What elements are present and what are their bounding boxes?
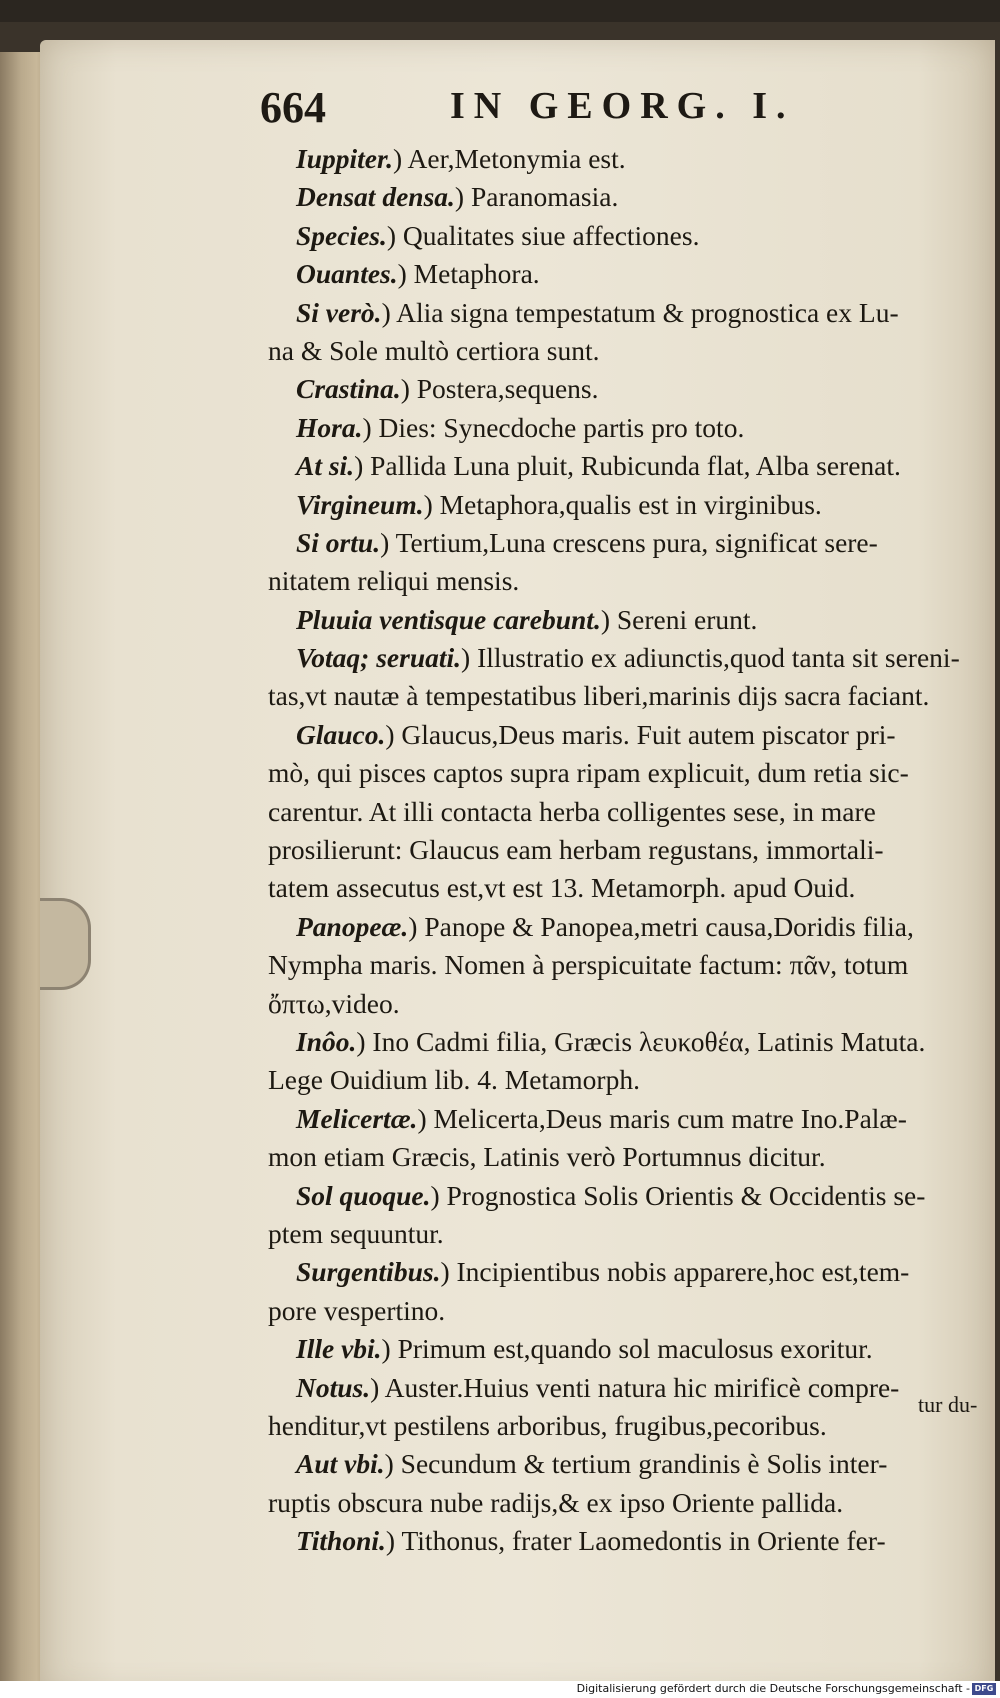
line-text: mò, qui pisces captos supra ripam explicuit, dum retia sic- (268, 757, 909, 789)
line-text: nitatem reliqui mensis. (268, 565, 520, 597)
text-line (268, 754, 984, 792)
lemma: Si verò. (296, 296, 382, 328)
lemma: Virgineum. (296, 488, 424, 520)
text-line (268, 946, 984, 984)
catchword: tur du- (918, 1392, 978, 1417)
text-line (268, 524, 984, 562)
line-text: ) Melicerta,Deus maris cum matre Ino.Palæ- (417, 1102, 907, 1134)
lemma: Species. (296, 219, 387, 251)
text-line (268, 332, 984, 370)
line-text: ) Aer,Metonymia est. (393, 143, 626, 174)
text-line (268, 639, 984, 677)
line-text: ) Tertium,Luna crescens pura, significat sere- (380, 526, 878, 558)
text-line (268, 601, 984, 639)
line-text: ) Paranomasia. (454, 181, 619, 213)
line-text: ) Incipientibus nobis apparere,hoc est,tem- (440, 1256, 910, 1288)
lemma: Inôo. (296, 1025, 357, 1057)
text-line (268, 869, 984, 907)
line-text: Lege Ouidium lib. 4. Metamorph. (268, 1064, 640, 1096)
line-text: henditur,vt pestilens arboribus, frugibus,pecoribus. (268, 1409, 827, 1441)
line-text: prosilierunt: Glaucus eam herbam regustans, immortali- (268, 834, 884, 866)
lemma: Crastina. (296, 373, 401, 405)
line-text: ) Tithonus, frater Laomedontis in Oriente fer- (385, 1525, 886, 1557)
lemma: Pluuia ventisque carebunt. (296, 603, 601, 635)
running-head: IN GEORG. I. (450, 85, 795, 127)
line-text: mon etiam Græcis, Latinis verò Portumnus dicitur. (268, 1141, 826, 1173)
line-text: ) Ino Cadmi filia, Græcis λευκοθέα, Latinis Matuta. (356, 1025, 926, 1057)
text-line (268, 1061, 984, 1099)
text-line (268, 255, 984, 293)
text-line (268, 831, 984, 869)
line-text: ) Postera,sequens. (400, 373, 599, 405)
text-line (268, 1522, 984, 1560)
lemma: Densat densa. (296, 181, 455, 213)
line-text: ) Secundum & tertium grandinis è Solis inter- (384, 1448, 888, 1480)
lemma: Aut vbi. (296, 1448, 385, 1480)
line-text: ) Illustratio ex adiunctis,quod tanta sit sereni- (461, 642, 960, 674)
text-line (268, 908, 984, 946)
text-line (268, 793, 984, 831)
lemma: Sol quoque. (296, 1179, 431, 1211)
text-line (268, 677, 984, 715)
lemma: Si ortu. (296, 526, 381, 558)
lemma: Ouantes. (296, 258, 398, 290)
line-text: ) Primum est,quando sol maculosus exoritur. (381, 1333, 873, 1365)
digitization-credit: Digitalisierung gefördert durch die Deutsche Forschungsgemeinschaft - (576, 1682, 970, 1695)
text-line (268, 409, 984, 447)
text-line (268, 1445, 984, 1483)
text-line (268, 1215, 984, 1253)
line-text: tas,vt nautæ à tempestatibus liberi,marinis dijs sacra faciant. (268, 680, 930, 712)
line-text: ) Dies: Synecdoche partis pro toto. (362, 411, 745, 443)
lemma: Hora. (296, 411, 363, 443)
line-text: ) Prognostica Solis Orientis & Occidentis se- (430, 1179, 926, 1211)
page-header (260, 82, 880, 138)
line-text: pore vespertino. (268, 1294, 446, 1326)
line-text: ὄπτω,video. (268, 987, 400, 1019)
line-text: ) Auster.Huius venti natura hic mirificè compre- (370, 1371, 900, 1403)
lemma: Panopeæ. (296, 910, 409, 942)
lemma: Iuppiter. (296, 143, 394, 174)
text-line (268, 1407, 984, 1445)
page-number: 664 (260, 83, 326, 132)
book-clasp (40, 898, 91, 990)
text-line (268, 1138, 984, 1176)
line-text: ) Alia signa tempestatum & prognostica ex Lu- (381, 296, 899, 328)
text-line (268, 1484, 984, 1522)
text-line (268, 217, 984, 255)
line-text: ) Pallida Luna pluit, Rubicunda flat, Alba serenat. (354, 450, 901, 482)
line-text: carentur. At illi contacta herba colligentes sese, in mare (268, 795, 876, 827)
dfg-logo: DFG (972, 1683, 996, 1695)
text-line (268, 140, 984, 178)
text-line (268, 562, 984, 600)
text-line (268, 1023, 984, 1061)
line-text: tatem assecutus est,vt est 13. Metamorph. apud Ouid. (268, 872, 856, 904)
text-line (268, 294, 984, 332)
text-line (268, 1330, 984, 1368)
line-text: Nympha maris. Nomen à perspicuitate factum: πᾶν, totum (268, 949, 909, 981)
text-line (268, 447, 984, 485)
commentary-text (268, 140, 984, 1560)
text-line (268, 1253, 984, 1291)
lemma: Surgentibus. (296, 1256, 441, 1288)
line-text: ) Sereni erunt. (600, 603, 758, 635)
line-text: ruptis obscura nube radijs,& ex ipso Oriente pallida. (268, 1486, 844, 1518)
line-text: ) Metaphora,qualis est in virginibus. (423, 488, 822, 520)
text-line (268, 1369, 984, 1407)
line-text: ptem sequuntur. (268, 1217, 444, 1249)
lemma: Tithoni. (296, 1525, 386, 1557)
text-line (268, 178, 984, 216)
line-text: ) Metaphora. (397, 258, 540, 290)
text-line (268, 486, 984, 524)
lemma: Votaq; seruati. (296, 642, 462, 674)
lemma: Notus. (296, 1371, 371, 1403)
line-text: na & Sole multò certiora sunt. (268, 334, 600, 366)
text-line (268, 716, 984, 754)
text-line (268, 1292, 984, 1330)
lemma: Melicertæ. (296, 1102, 418, 1134)
line-text: ) Panope & Panopea,metri causa,Doridis filia, (408, 910, 914, 942)
footer-bar (0, 1681, 1000, 1698)
text-line (268, 985, 984, 1023)
text-line (268, 1100, 984, 1138)
text-line (268, 1177, 984, 1215)
line-text: ) Glaucus,Deus maris. Fuit autem piscator pri- (385, 718, 896, 750)
lemma: At si. (296, 450, 355, 482)
text-line (268, 370, 984, 408)
line-text: ) Qualitates siue affectiones. (386, 219, 700, 251)
lemma: Glauco. (296, 718, 386, 750)
lemma: Ille vbi. (296, 1333, 382, 1365)
